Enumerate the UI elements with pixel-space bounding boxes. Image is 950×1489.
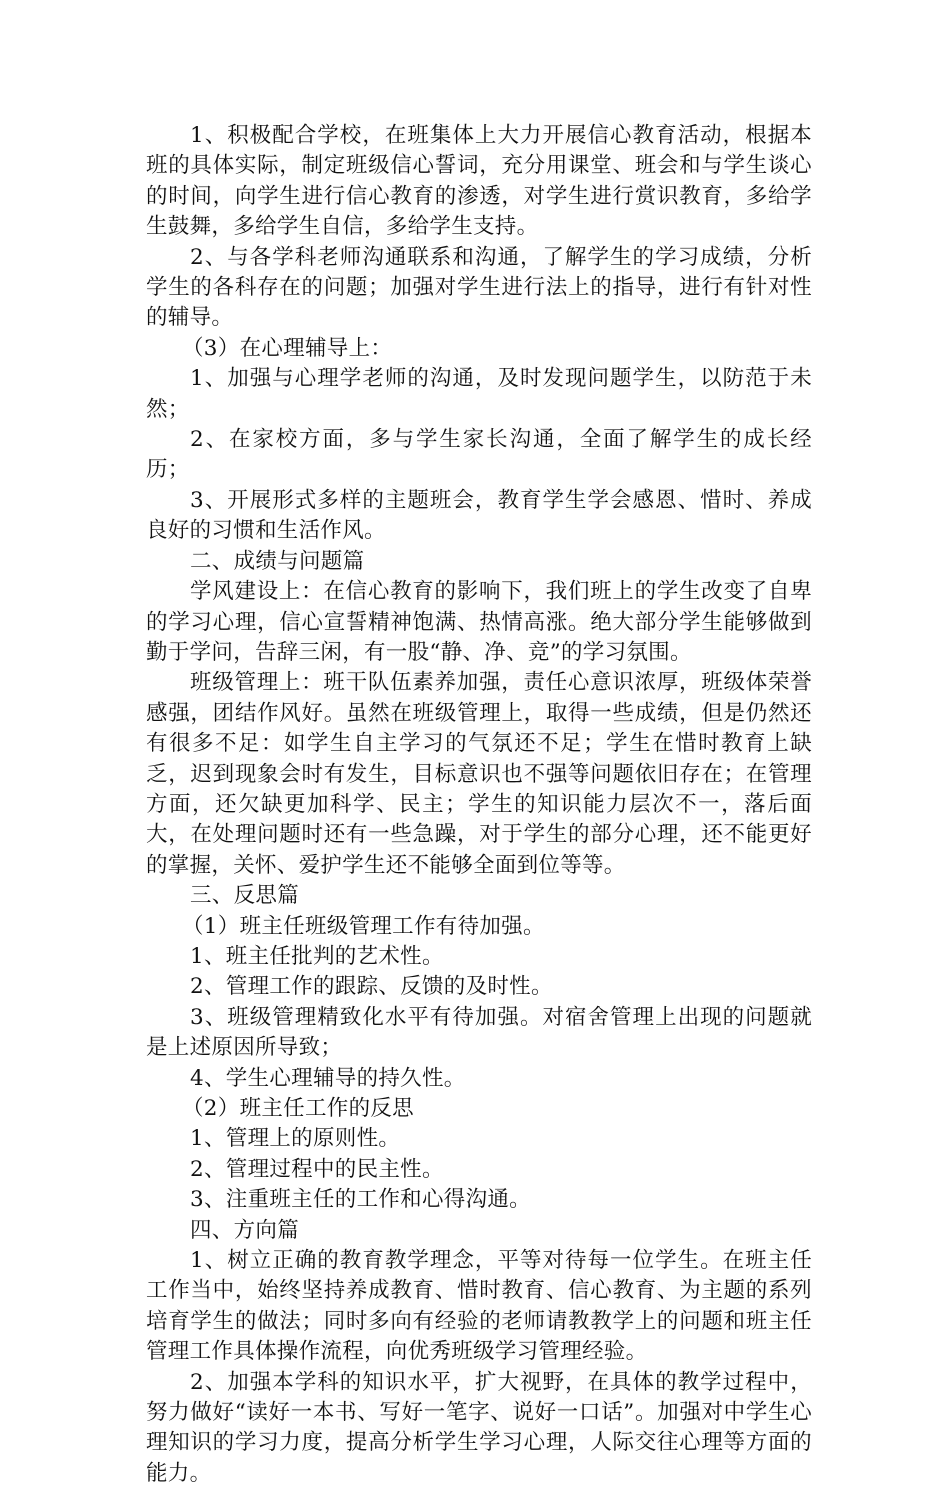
- paragraph: 1、树立正确的教育教学理念，平等对待每一位学生。在班主任工作当中，始终坚持养成教育、惜时教育、信心教育、为主题的系列培育学生的做法；同时多向有经验的老师请教教学上的问题和班主任管理工作具体操作流程，向优秀班级学习管理经验。: [146, 1248, 812, 1365]
- paragraph: 学风建设上：在信心教育的影响下，我们班上的学生改变了自卑的学习心理，信心宣誓精神饱满、热情高涨。绝大部分学生能够做到勤于学问，告辞三闲，有一股“静、净、竞”的学习氛围。: [146, 579, 812, 665]
- paragraph: 2、与各学科老师沟通联系和沟通，了解学生的学习成绩，分析学生的各科存在的问题；加强对学生进行法上的指导，进行有针对性的辅导。: [146, 244, 812, 331]
- document-body: [146, 121, 812, 1489]
- paragraph: 3、注重班主任的工作和心得沟通。: [190, 1187, 531, 1213]
- paragraph: 班级管理上：班干队伍素养加强，责任心意识浓厚，班级体荣誉感强，团结作风好。虽然在班级管理上，取得一些成绩，但是仍然还有很多不足：如学生自主学习的气氛还不足；学生在惜时教育上缺乏，迟到现象会时有发生，目标意识也不强等问题依旧存在；在管理方面，还欠缺更加科学、民主；学生的知识能力层次不一，落后面大，在处理问题时还有一些急躁，对于学生的部分心理，还不能更好的掌握，关怀、爱护学生还不能够全面到位等等。: [146, 670, 812, 878]
- section-subheading: （2）班主任工作的反思: [182, 1096, 414, 1121]
- section-heading: 四、方向篇: [190, 1217, 300, 1243]
- paragraph: 2、管理工作的跟踪、反馈的及时性。: [190, 974, 553, 1000]
- paragraph: 2、加强本学科的知识水平，扩大视野，在具体的教学过程中，努力做好“读好一本书、写好一笔字、说好一口话”。加强对中学生心理知识的学习力度，提高分析学生学习心理，人际交往心理等方面的能力。: [146, 1369, 812, 1486]
- section-subheading: （3）在心理辅导上：: [182, 335, 393, 361]
- paragraph: 1、加强与心理学老师的沟通，及时发现问题学生，以防范于未然；: [146, 366, 812, 422]
- section-heading: 二、成绩与问题篇: [190, 548, 365, 574]
- paragraph: 2、在家校方面，多与学生家长沟通，全面了解学生的成长经历；: [146, 427, 812, 483]
- paragraph: 1、积极配合学校，在班集体上大力开展信心教育活动，根据本班的具体实际，制定班级信心誓词，充分用课堂、班会和与学生谈心的时间，向学生进行信心教育的渗透，对学生进行赏识教育，多给学生鼓舞，多给学生自信，多给学生支持。: [146, 123, 812, 240]
- paragraph: 4、学生心理辅导的持久性。: [190, 1065, 466, 1091]
- section-heading: 三、反思篇: [190, 883, 300, 909]
- paragraph: 1、班主任批判的艺术性。: [190, 943, 444, 969]
- paragraph: 3、开展形式多样的主题班会，教育学生学会感恩、惜时、养成良好的习惯和生活作风。: [146, 487, 812, 544]
- paragraph: 2、管理过程中的民主性。: [190, 1156, 444, 1182]
- section-subheading: （1）班主任班级管理工作有待加强。: [182, 913, 545, 939]
- paragraph: 1、管理上的原则性。: [190, 1126, 401, 1152]
- paragraph: 3、班级管理精致化水平有待加强。对宿舍管理上出现的问题就是上述原因所导致；: [146, 1004, 812, 1061]
